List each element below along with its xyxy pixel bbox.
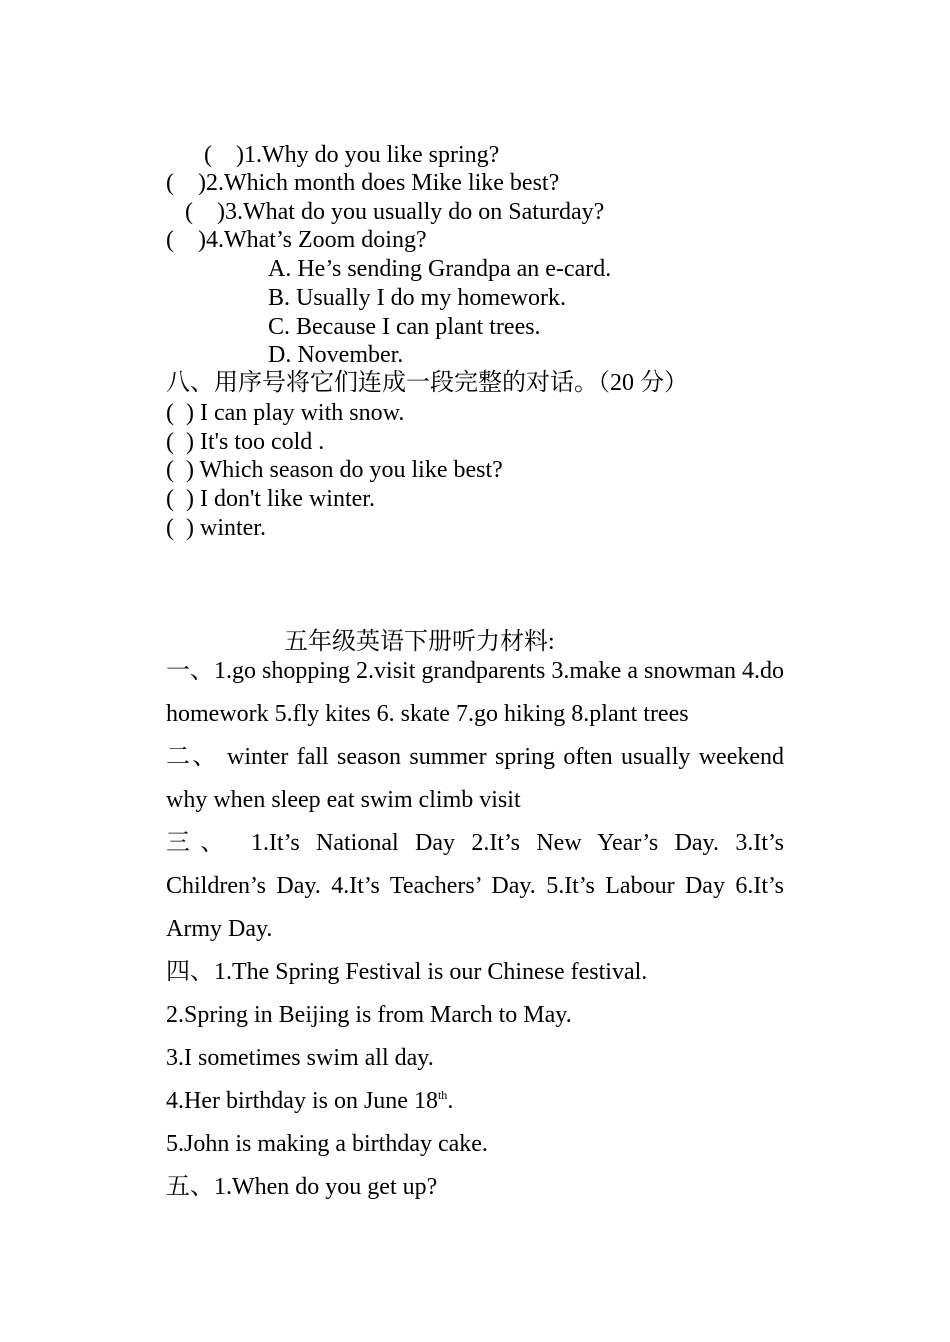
question-2: ( )2.Which month does Mike like best?	[166, 170, 560, 196]
dialogue-item-3: ( ) Which season do you like best?	[166, 457, 503, 483]
ordinal-suffix: th	[437, 1088, 448, 1102]
option-a: A. He’s sending Grandpa an e-card.	[268, 256, 612, 282]
option-d: D. November.	[268, 342, 404, 368]
sentence-period: .	[447, 1088, 454, 1114]
listening-section-4-line-5: 5.John is making a birthday cake.	[166, 1131, 488, 1157]
question-4: ( )4.What’s Zoom doing?	[166, 227, 427, 253]
part8-heading: 八、用序号将它们连成一段完整的对话。（20 分）	[166, 370, 688, 396]
dialogue-item-5: ( ) winter.	[166, 515, 266, 541]
listening-section-4-line-2: 2.Spring in Beijing is from March to May.	[166, 1002, 572, 1028]
listening-section-3: 三、 1.It’s National Day 2.It’s New Year’s Day. 3.It’s Children’s Day. 4.It’s Teachers’ Day. 5.It’s Labour Day 6.It’s Army Day.	[166, 830, 784, 942]
option-b: B. Usually I do my homework.	[268, 285, 566, 311]
listening-section-1: 一、1.go shopping 2.visit grandparents 3.make a snowman 4.do homework 5.fly kites 6. skate 7.go hiking 8.plant trees	[166, 658, 784, 727]
question-3: ( )3.What do you usually do on Saturday?	[185, 199, 605, 225]
dialogue-item-1: ( ) I can play with snow.	[166, 400, 405, 426]
listening-title: 五年级英语下册听力材料:	[284, 629, 555, 655]
option-c: C. Because I can plant trees.	[268, 314, 541, 340]
dialogue-item-2: ( ) It's too cold .	[166, 429, 325, 455]
listening-section-4-line-3: 3.I sometimes swim all day.	[166, 1045, 434, 1071]
listening-section-2: 二、 winter fall season summer spring often usually weekend why when sleep eat swim climb visit	[166, 744, 784, 813]
listening-section-5-line-1: 五、1.When do you get up?	[166, 1174, 438, 1200]
listening-section-4-line-4-text: 4.Her birthday is on June 18	[166, 1088, 438, 1114]
listening-section-4-line-1: 四、1.The Spring Festival is our Chinese festival.	[166, 959, 648, 985]
dialogue-item-4: ( ) I don't like winter.	[166, 486, 375, 512]
question-1: ( )1.Why do you like spring?	[204, 142, 500, 168]
listening-section-4-line-4	[166, 1080, 784, 1123]
